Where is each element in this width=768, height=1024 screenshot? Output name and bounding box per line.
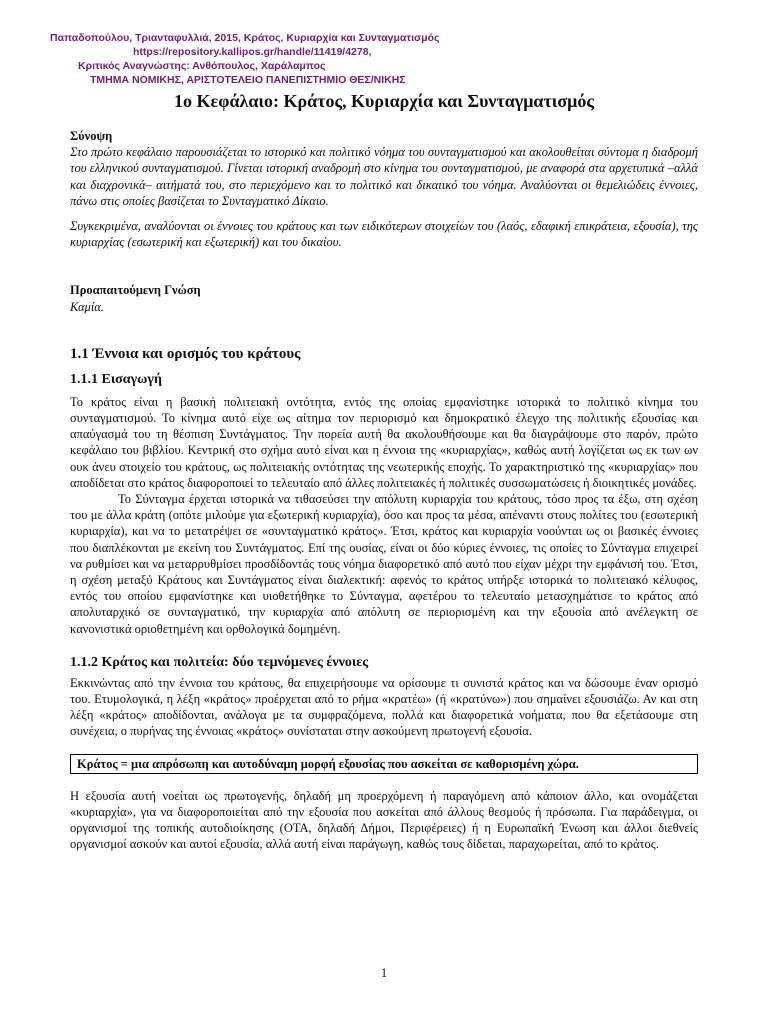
synopsis-paragraph-2: Συγκεκριμένα, αναλύονται οι έννοιες του κράτους και των ειδικότερων στοιχείων του (λαός, εδαφική επικράτεια, εξουσία), της κυριαρχίας (εσωτερική και εξωτερική) και του δικαίου. xyxy=(70,219,698,250)
intro-paragraph-2: Το Σύνταγμα έρχεται ιστορικά να τιθασεύσει την απόλυτη κυριαρχία του κράτους, τόσο προς τα έξω, στη σχέση του με άλλα κράτη (οπότε μιλούμε για εξωτερική κυριαρχία), όσο και προς τα μέσα, απέναντι στους πολίτες του (εσωτερική κυριαρχία), και να το μετατρέψει σε «συνταγματικό κράτος». Έτσι, κράτος και κυριαρχία νοούνται ως οι βασικές έννοιες που διαπλέκονται με εκείνη του Συντάγματος. Επί της ουσίας, είναι οι δύο κύριες έννοιες, τις οποίες το Σύνταγμα επιχειρεί να ρυθμίσει και να μεταρρυθμίσει προσδίδοντάς τους νόημα διαφορετικό από αυτό που είχαν μέχρι την εμφάνισή του. Έτσι, η σχέση μεταξύ Κράτους και Συντάγματος είναι διαλεκτική: αφενός το κράτος υπήρξε ιστορικά το πολιτειακό κέλυφος, εντός του οποίου εμφανίστηκε και υιοθετήθηκε το Σύνταγμα, αφετέρου το τελευταίο μετασχημάτισε το κράτος από απολυταρχικό σε συνταγματικό, την κυριαρχία από απόλυτη σε περιορισμένη και την εξουσία από ανέλεγκτη σε κανονιστικά οριοθετημένη και ορθολογικά δομημένη. xyxy=(70,492,698,636)
definition-box: Κράτος = μια απρόσωπη και αυτοδύναμη μορφή εξουσίας που ασκείται σε καθορισμένη χώρα. xyxy=(70,754,698,774)
prereq-value: Καμία. xyxy=(70,299,104,314)
document-header xyxy=(0,31,768,87)
synopsis-label: Σύνοψη xyxy=(70,129,113,143)
section-heading-1-1-2: 1.1.2 Κράτος και πολιτεία: δύο τεμνόμενες έννοιες xyxy=(70,654,369,670)
page-number: 1 xyxy=(380,966,388,980)
institution-line: ΤΜΗΜΑ ΝΟΜΙΚΗΣ, ΑΡΙΣΤΟΤΕΛΕΙΟ ΠΑΝΕΠΙΣΤΗΜΙΟ ΘΕΣ/ΝΙΚΗΣ xyxy=(90,74,406,86)
synopsis-paragraph-1: Στο πρώτο κεφάλαιο παρουσιάζεται το ιστορικό και πολιτικό νόημα του συνταγματισμού και ακολουθείται σύντομα η διαδρομή του ελληνικού συνταγματισμού. Γίνεται ιστορική αναδρομή στο κίνημα του συνταγματισμού, με αναφορά στα αρχετυπικά –αλλά και διαχρονικά– αιτήματά του, στο περιεχόμενο και το πολιτικό και δικαιικό του νόημα. Αναλύονται οι θεμελιώδεις έννοιες, πάνω στις οποίες βασίζεται το Συνταγματικό Δίκαιο. xyxy=(70,145,698,208)
section-1-1-2-paragraph-1: Εκκινώντας από την έννοια του κράτους, θα επιχειρήσουμε να ορίσουμε τι συνιστά κράτος και να δώσουμε έναν ορισμό του. Ετυμολογικά, η λέξη «κράτος» προέρχεται από το ρήμα «κρατέω» (ή «κρατύνω») που σημαίνει εξουσιάζω. Αν και στη λέξη «κράτος» αποδίδονται, ανάλογα με τα συμφραζόμενα, πολλά και διαφορετικά νοήματα, που θα εξετάσουμε στη συνέχεια, ο πυρήνας της έννοιας «κράτος» συνίσταται στην ασκούμενη πρωτογενή εξουσία. xyxy=(70,675,698,739)
chapter-title: 1ο Κεφάλαιο: Κράτος, Κυριαρχία και Συνταγματισμός xyxy=(174,91,594,111)
section-1-1-2-paragraph-2: Η εξουσία αυτή νοείται ως πρωτογενής, δηλαδή μη προερχόμενη ή παραγόμενη από κάποιον άλλο, και ονομάζεται «κυριαρχία», για να διαφοροποιείται από την εξουσία που ασκείται από άλλους θεσμούς ή πρόσωπα. Για παράδειγμα, οι οργανισμοί της τοπικής αυτοδιοίκησης (ΟΤΑ, δηλαδή Δήμοι, Περιφέρειες) ή η Ευρωπαϊκή Ένωση και άλλοι διεθνείς οργανισμοί ασκούν και αυτοί εξουσία, αλλά αυτή είναι παράγωγη, καθώς τους δίδεται, παραχωρείται, από το κράτος. xyxy=(70,788,698,852)
section-heading-1-1-1: 1.1.1 Εισαγωγή xyxy=(70,371,162,387)
citation-line: Παπαδοπούλου, Τριανταφυλλιά, 2015, Κράτος, Κυριαρχία και Συνταγματισμός xyxy=(50,32,440,44)
repository-link[interactable]: https://repository.kallipos.gr/handle/11419/4278, xyxy=(133,46,372,58)
section-heading-1-1: 1.1 Έννοια και ορισμός του κράτους xyxy=(70,345,301,362)
intro-paragraph-1: Το κράτος είναι η βασική πολιτειακή οντότητα, εντός της οποίας εμφανίστηκε ιστορικά το πολιτικό κίνημα του συνταγματισμού. Το κίνημα αυτό είχε ως αίτημα τον περιορισμό και δημοκρατικό έλεγχο της πολιτικής εξουσίας και απαύγασμά του τη θέσπιση Συντάγματος. Την πορεία αυτή θα ακολουθήσουμε και θα διαγράψουμε στο παρόν, πρώτο κεφάλαιο του βιβλίου. Κεντρική στο σχήμα αυτό είναι και η έννοια της «κυριαρχίας», καθώς αυτή λογίζεται ως εκ των ων ουκ άνευ στοιχείο του κράτους, ως πολιτειακής οντότητας της νεωτερικής εποχής. Το χαρακτηριστικό της «κυριαρχίας» που αποδίδεται στο κράτος διαφοροποιεί το τελευταίο από άλλες πολιτειακές ή πολιτικές συσσωματώσεις ή διοικητικές μονάδες. xyxy=(70,394,698,490)
prereq-label: Προαπαιτούμενη Γνώση xyxy=(70,283,201,298)
page-content xyxy=(70,90,698,853)
reviewer-line: Κριτικός Αναγνώστης: Ανθόπουλος, Χαράλαμπος xyxy=(78,60,326,72)
